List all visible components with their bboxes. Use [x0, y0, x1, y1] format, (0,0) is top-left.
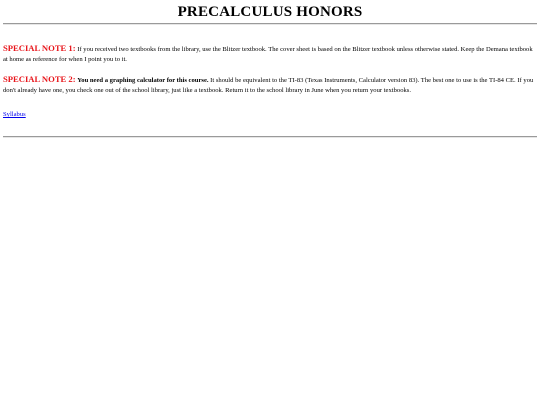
- page-title: PRECALCULUS HONORS: [177, 4, 363, 20]
- special-note-1-label: SPECIAL NOTE 1:: [3, 43, 76, 53]
- special-note-2-label: SPECIAL NOTE 2:: [3, 74, 76, 85]
- special-note-1-text: If you received two textbooks from the library, use the Blitzer textbook. The cover sheet is based on the Blitzer textbook unless otherwise stated. Keep the Demana textbook at home as reference for when I point you to it.: [3, 46, 533, 63]
- special-note-2-text: It should be equivalent to the TI-83 (Texas Instruments, Calculator version 83). The best one to use is the TI-84 CE. If you don't already have one, you check one out of the school library, just like a textbook. Return it to the school library in June when you return your textbooks.: [3, 77, 534, 94]
- special-note-2: [3, 75, 537, 95]
- special-note-1: [3, 44, 537, 64]
- title-divider: [3, 23, 537, 25]
- bottom-divider: [3, 136, 537, 138]
- syllabus-link[interactable]: Syllabus: [3, 111, 26, 119]
- special-note-2-emphasis: You need a graphing calculator for this course.: [77, 77, 209, 85]
- syllabus-paragraph: [3, 110, 537, 119]
